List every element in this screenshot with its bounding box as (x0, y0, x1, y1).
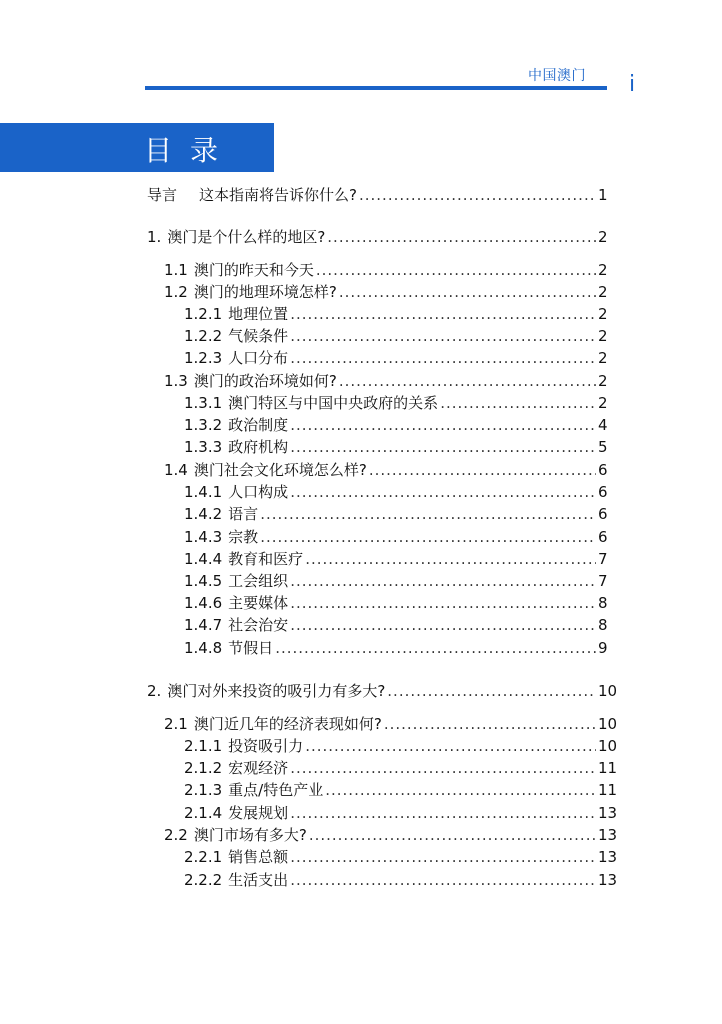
toc-entry-page: 6 (598, 528, 608, 546)
toc-entry[interactable] (184, 414, 606, 436)
header-rule (145, 86, 607, 90)
toc-entry-number: 1.2.2 (184, 327, 223, 345)
toc-entry-page: 5 (598, 438, 608, 456)
toc-entry-page: 6 (598, 483, 608, 501)
header-title: 中国澳门 (528, 68, 586, 84)
toc-entry-page: 4 (598, 416, 608, 434)
toc-leader-dots (305, 735, 596, 757)
toc-entry-number: 2.1.4 (184, 804, 223, 822)
toc-entry-page: 10 (598, 737, 618, 755)
toc-entry-number: 1.4.7 (184, 616, 223, 634)
toc-entry-number: 2. (147, 682, 162, 700)
toc-entry-number: 1.1 (164, 261, 188, 279)
toc-entry[interactable] (184, 548, 606, 570)
toc-entry-page: 2 (598, 261, 608, 279)
toc-leader-dots (290, 436, 596, 458)
toc-entry-title: 澳门是个什么样的地区? (167, 228, 326, 246)
toc-leader-dots (290, 481, 596, 503)
toc-entry-page: 10 (598, 715, 618, 733)
toc-entry[interactable] (184, 614, 606, 636)
toc-entry-number: 1.2 (164, 283, 188, 301)
toc-entry-title: 宗教 (228, 528, 259, 546)
toc-entry-number: 1.3.2 (184, 416, 223, 434)
toc-leader-dots (339, 370, 596, 392)
toc-entry[interactable] (164, 281, 606, 303)
toc-entry-title: 澳门对外来投资的吸引力有多大? (167, 682, 386, 700)
toc-entry-number: 1.4 (164, 461, 188, 479)
toc-entry[interactable] (184, 325, 606, 347)
toc-leader-dots (325, 779, 596, 801)
toc-leader-dots (290, 570, 596, 592)
toc-entry[interactable] (164, 259, 606, 281)
toc-entry-title: 澳门的昨天和今天 (193, 261, 314, 279)
toc-entry[interactable] (184, 757, 618, 779)
toc-entry-page: 2 (598, 305, 608, 323)
toc-leader-dots (290, 614, 596, 636)
toc-entry[interactable] (184, 303, 606, 325)
toc-entry[interactable] (184, 592, 606, 614)
toc-entry-title: 主要媒体 (228, 594, 289, 612)
toc-leader-dots (359, 184, 596, 206)
toc-entry-title: 生活支出 (228, 871, 289, 889)
toc-entry-page: 11 (598, 759, 618, 777)
toc-entry-title: 宏观经济 (228, 759, 289, 777)
toc-entry[interactable] (147, 184, 606, 206)
toc-leader-dots (440, 392, 596, 414)
toc-entry[interactable] (184, 779, 618, 801)
toc-entry[interactable] (164, 713, 618, 735)
toc-entry[interactable] (184, 802, 618, 824)
toc-entry[interactable] (147, 226, 606, 248)
toc-entry-number: 2.2 (164, 826, 188, 844)
toc-entry-page: 9 (598, 639, 608, 657)
toc-leader-dots (275, 637, 596, 659)
toc-entry-number: 1.4.3 (184, 528, 223, 546)
toc-entry-title: 澳门的政治环境如何? (193, 372, 337, 390)
toc-entry[interactable] (184, 481, 606, 503)
toc-entry-number: 1.4.8 (184, 639, 223, 657)
toc-entry-page: 7 (598, 572, 608, 590)
toc-entry-number: 1.4.2 (184, 505, 223, 523)
toc-entry-page: 13 (598, 826, 618, 844)
toc-entry-title: 澳门市场有多大? (193, 826, 307, 844)
toc-entry-number: 1.3 (164, 372, 188, 390)
toc-entry-page: 2 (598, 228, 608, 246)
toc-entry-number: 1.4.1 (184, 483, 223, 501)
toc-entry-title: 销售总额 (228, 848, 289, 866)
toc-entry-title: 节假日 (228, 639, 274, 657)
toc-entry-page: 13 (598, 848, 618, 866)
toc-entry-title: 这本指南将告诉你什么? (199, 186, 357, 204)
toc-entry-number: 1.4.4 (184, 550, 223, 568)
toc-leader-dots (260, 526, 596, 548)
toc-leader-dots (290, 802, 596, 824)
toc-entry-title: 澳门特区与中国中央政府的关系 (228, 394, 439, 412)
toc-leader-dots (290, 303, 596, 325)
toc-entry[interactable] (164, 459, 606, 481)
toc-entry-number: 2.1.3 (184, 781, 223, 799)
page-number-roman: i (629, 72, 636, 97)
toc-entry-title: 澳门社会文化环境怎么样? (193, 461, 367, 479)
toc-entry[interactable] (184, 570, 606, 592)
toc-entry-page: 2 (598, 349, 608, 367)
toc-entry[interactable] (184, 637, 606, 659)
toc-entry-number: 2.1.2 (184, 759, 223, 777)
toc-entry-number: 2.1 (164, 715, 188, 733)
toc-entry-title: 澳门的地理环境怎样? (193, 283, 337, 301)
toc-heading: 目录 (144, 134, 237, 167)
toc-leader-dots (327, 226, 596, 248)
toc-leader-dots (290, 325, 596, 347)
toc-entry[interactable] (184, 436, 606, 458)
toc-leader-dots (387, 680, 596, 702)
toc-entry-page: 10 (598, 682, 618, 700)
toc-entry-page: 2 (598, 372, 608, 390)
toc-entry-page: 7 (598, 550, 608, 568)
toc-entry-page: 6 (598, 461, 608, 479)
toc-leader-dots (316, 259, 596, 281)
toc-entry-page: 13 (598, 804, 618, 822)
toc-entry-number: 导言 (147, 186, 178, 204)
toc-entry[interactable] (184, 735, 618, 757)
toc-leader-dots (309, 824, 596, 846)
toc-entry-title: 澳门近几年的经济表现如何? (193, 715, 382, 733)
toc-entry-title: 地理位置 (228, 305, 289, 323)
toc-entry-title: 投资吸引力 (228, 737, 304, 755)
toc-entry-number: 1. (147, 228, 162, 246)
toc-entry-number: 2.2.1 (184, 848, 223, 866)
toc-entry-page: 1 (598, 186, 608, 204)
toc-entry-number: 1.2.3 (184, 349, 223, 367)
toc-leader-dots (290, 592, 596, 614)
toc-entry-title: 重点/特色产业 (228, 781, 324, 799)
toc-entry-page: 2 (598, 327, 608, 345)
toc-leader-dots (369, 459, 596, 481)
toc-entry[interactable] (184, 526, 606, 548)
toc-entry[interactable] (184, 869, 618, 891)
toc-leader-dots (290, 414, 596, 436)
toc-entry-title: 社会治安 (228, 616, 289, 634)
toc-entry-title: 教育和医疗 (228, 550, 304, 568)
toc-entry[interactable] (184, 503, 606, 525)
toc-leader-dots (384, 713, 596, 735)
toc-entry-page: 13 (598, 871, 618, 889)
toc-entry[interactable] (164, 370, 606, 392)
toc-entry-page: 6 (598, 505, 608, 523)
toc-entry-title: 人口构成 (228, 483, 289, 501)
toc-entry[interactable] (147, 680, 618, 702)
toc-leader-dots (290, 757, 596, 779)
toc-leader-dots (260, 503, 596, 525)
toc-entry[interactable] (184, 846, 618, 868)
toc-entry-title: 气候条件 (228, 327, 289, 345)
toc-entry-page: 11 (598, 781, 618, 799)
toc-entry-title: 发展规划 (228, 804, 289, 822)
toc-entry-title: 政治制度 (228, 416, 289, 434)
toc-leader-dots (305, 548, 596, 570)
toc-entry-title: 工会组织 (228, 572, 289, 590)
toc-entry[interactable] (184, 392, 606, 414)
toc-leader-dots (290, 846, 596, 868)
toc-leader-dots (290, 347, 596, 369)
toc-entry-number: 1.3.3 (184, 438, 223, 456)
toc-entry-number: 2.1.1 (184, 737, 223, 755)
toc-entry[interactable] (164, 824, 618, 846)
toc-leader-dots (290, 869, 596, 891)
toc-entry-number: 1.4.5 (184, 572, 223, 590)
toc-entry-page: 8 (598, 594, 608, 612)
toc-entry[interactable] (184, 347, 606, 369)
toc-leader-dots (339, 281, 596, 303)
toc-entry-number: 2.2.2 (184, 871, 223, 889)
toc-entry-number: 1.2.1 (184, 305, 223, 323)
toc-entry-page: 2 (598, 394, 608, 412)
toc-entry-number: 1.4.6 (184, 594, 223, 612)
toc-entry-number: 1.3.1 (184, 394, 223, 412)
toc-entry-title: 语言 (228, 505, 259, 523)
toc-entry-title: 政府机构 (228, 438, 289, 456)
toc-entry-title: 人口分布 (228, 349, 289, 367)
toc-entry-page: 8 (598, 616, 608, 634)
toc-entry-page: 2 (598, 283, 608, 301)
